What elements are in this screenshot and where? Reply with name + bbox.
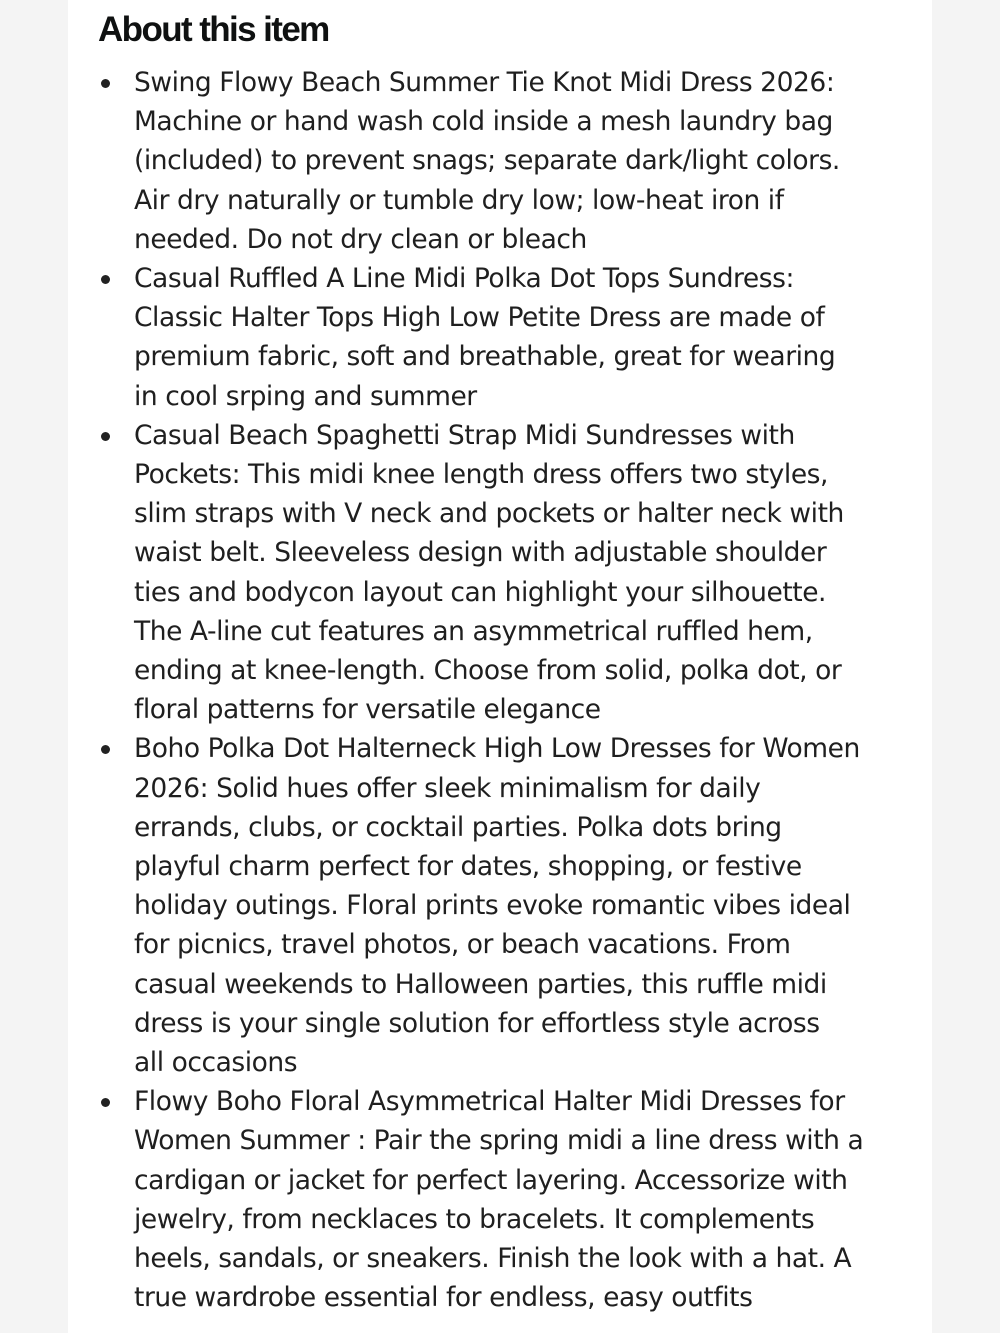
feature-bullet-line: waist belt. Sleeveless design with adjustable shoulder xyxy=(134,537,827,569)
feature-bullet-line: floral patterns for versatile elegance xyxy=(134,694,601,726)
bullet-dot-icon xyxy=(101,1098,110,1107)
feature-bullet-line: playful charm perfect for dates, shopping, or festive xyxy=(134,851,802,883)
feature-bullet-text xyxy=(134,1082,918,1317)
bullet-dot-icon xyxy=(101,432,110,441)
feature-bullet-line: Swing Flowy Beach Summer Tie Knot Midi Dress 2026: xyxy=(134,67,835,98)
feature-bullet-line: errands, clubs, or cocktail parties. Polka dots bring xyxy=(134,811,782,843)
feature-bullet xyxy=(98,1082,918,1317)
feature-bullet-line: cardigan or jacket for perfect layering. Accessorize with xyxy=(134,1164,848,1196)
feature-bullet-line: 2026: Solid hues offer sleek minimalism for daily xyxy=(134,772,761,804)
feature-bullet-text xyxy=(134,63,918,259)
feature-bullet-line: ending at knee-length. Choose from solid, polka dot, or xyxy=(134,655,842,687)
feature-bullet-text xyxy=(134,416,918,730)
bullet-dot-icon xyxy=(101,745,110,754)
feature-bullet-line: The A-line cut features an asymmetrical ruffled hem, xyxy=(134,615,813,647)
feature-bullet-line: Women Summer : Pair the spring midi a line dress with a xyxy=(134,1125,864,1157)
feature-bullet xyxy=(98,259,918,416)
feature-bullet-line: heels, sandals, or sneakers. Finish the look with a hat. A xyxy=(134,1243,852,1275)
feature-bullet-line: Casual Ruffled A Line Midi Polka Dot Tops Sundress: xyxy=(134,263,794,295)
feature-bullet-text xyxy=(134,259,918,416)
feature-bullet-line: for picnics, travel photos, or beach vacations. From xyxy=(134,929,791,961)
feature-bullet-line: needed. Do not dry clean or bleach xyxy=(134,223,587,255)
bullet-dot-icon xyxy=(101,275,110,284)
feature-bullet-text xyxy=(134,729,918,1082)
feature-bullet-line: Classic Halter Tops High Low Petite Dress are made of xyxy=(134,302,825,334)
bullet-dot-icon xyxy=(101,79,110,88)
feature-bullet-line: Pockets: This midi knee length dress offers two styles, xyxy=(134,459,828,491)
feature-bullet xyxy=(98,63,918,259)
section-title: About this item xyxy=(98,10,329,49)
feature-bullet-line: (included) to prevent snags; separate dark/light colors. xyxy=(134,145,840,177)
feature-bullet-line: holiday outings. Floral prints evoke romantic vibes ideal xyxy=(134,890,851,922)
feature-bullet-line: ties and bodycon layout can highlight your silhouette. xyxy=(134,576,827,608)
feature-bullet-line: slim straps with V neck and pockets or halter neck with xyxy=(134,498,844,530)
feature-bullet-line: casual weekends to Halloween parties, this ruffle midi xyxy=(134,968,827,1000)
feature-bullet-line: Casual Beach Spaghetti Strap Midi Sundresses with xyxy=(134,419,795,451)
feature-bullet-line: premium fabric, soft and breathable, great for wearing xyxy=(134,341,836,373)
feature-bullet-line: jewelry, from necklaces to bracelets. It complements xyxy=(134,1203,815,1235)
feature-bullet-line: Air dry naturally or tumble dry low; low-heat iron if xyxy=(134,184,784,216)
feature-bullet xyxy=(98,729,918,1082)
feature-bullet-line: Boho Polka Dot Halterneck High Low Dresses for Women xyxy=(134,733,860,765)
feature-bullet-line: Machine or hand wash cold inside a mesh laundry bag xyxy=(134,106,833,138)
feature-bullet-line: dress is your single solution for effortless style across xyxy=(134,1007,820,1039)
feature-bullet-line: true wardrobe essential for endless, easy outfits xyxy=(134,1282,753,1314)
feature-bullet xyxy=(98,416,918,730)
feature-bullet-list xyxy=(98,63,918,1318)
feature-bullet-line: in cool srping and summer xyxy=(134,380,477,412)
feature-bullet-line: all occasions xyxy=(134,1047,298,1079)
feature-bullet-line: Flowy Boho Floral Asymmetrical Halter Midi Dresses for xyxy=(134,1086,845,1118)
